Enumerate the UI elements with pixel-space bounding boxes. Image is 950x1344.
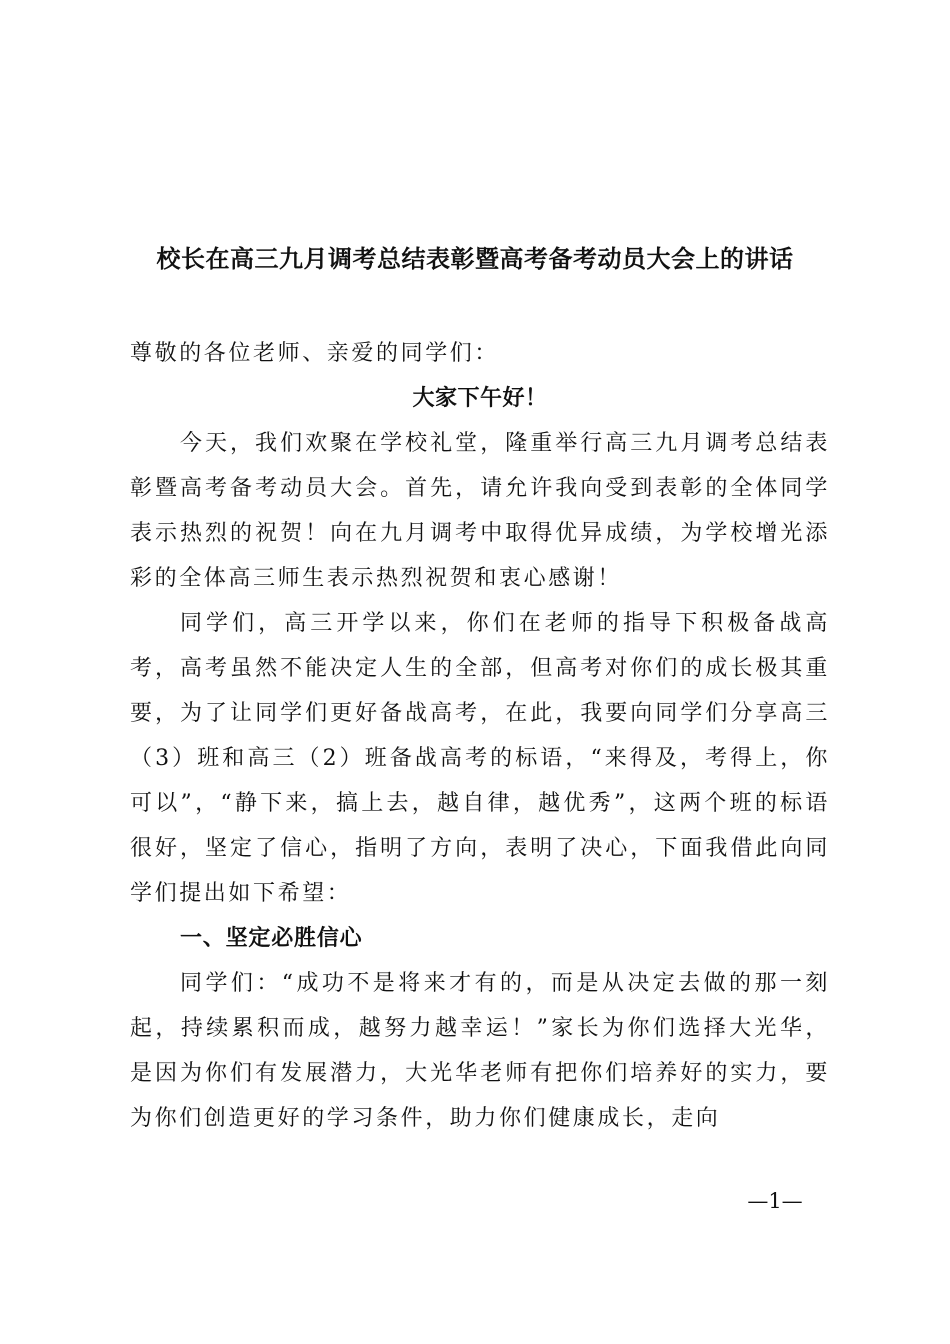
paragraph-confidence: 同学们：“成功不是将来才有的，而是从决定去做的那一刻起，持续累积而成，越努力越幸运！”家长为你们选择大光华，是因为你们有发展潜力，大光华老师有把你们培养好的实力，要为你们创造更好的学习条件，助力你们健康成长，走向 — [130, 971, 830, 1131]
document-title: 校长在高三九月调考总结表彰暨高考备考动员大会上的讲话 — [156, 244, 794, 273]
document-body — [130, 331, 830, 1141]
section-heading: 一、坚定必胜信心 — [180, 926, 363, 951]
page-number: —1— — [747, 1189, 803, 1213]
greeting: 大家下午好！ — [412, 385, 548, 411]
salutation: 尊敬的各位老师、亲爱的同学们： — [130, 341, 500, 366]
paragraph-opening: 今天，我们欢聚在学校礼堂，隆重举行高三九月调考总结表彰暨高考备考动员大会。首先，请允许我向受到表彰的全体同学表示热烈的祝贺！向在九月调考中取得优异成绩，为学校增光添彩的全体高三师生表示热烈祝贺和衷心感谢！ — [130, 431, 830, 591]
paragraph-slogans: 同学们，高三开学以来，你们在老师的指导下积极备战高考，高考虽然不能决定人生的全部，但高考对你们的成长极其重要，为了让同学们更好备战高考，在此，我要向同学们分享高三（3）班和高三（2）班备战高考的标语，“来得及，考得上，你可以”，“静下来，搞上去，越自律，越优秀”，这两个班的标语很好，坚定了信心，指明了方向，表明了决心，下面我借此向同学们提出如下希望： — [130, 611, 830, 906]
